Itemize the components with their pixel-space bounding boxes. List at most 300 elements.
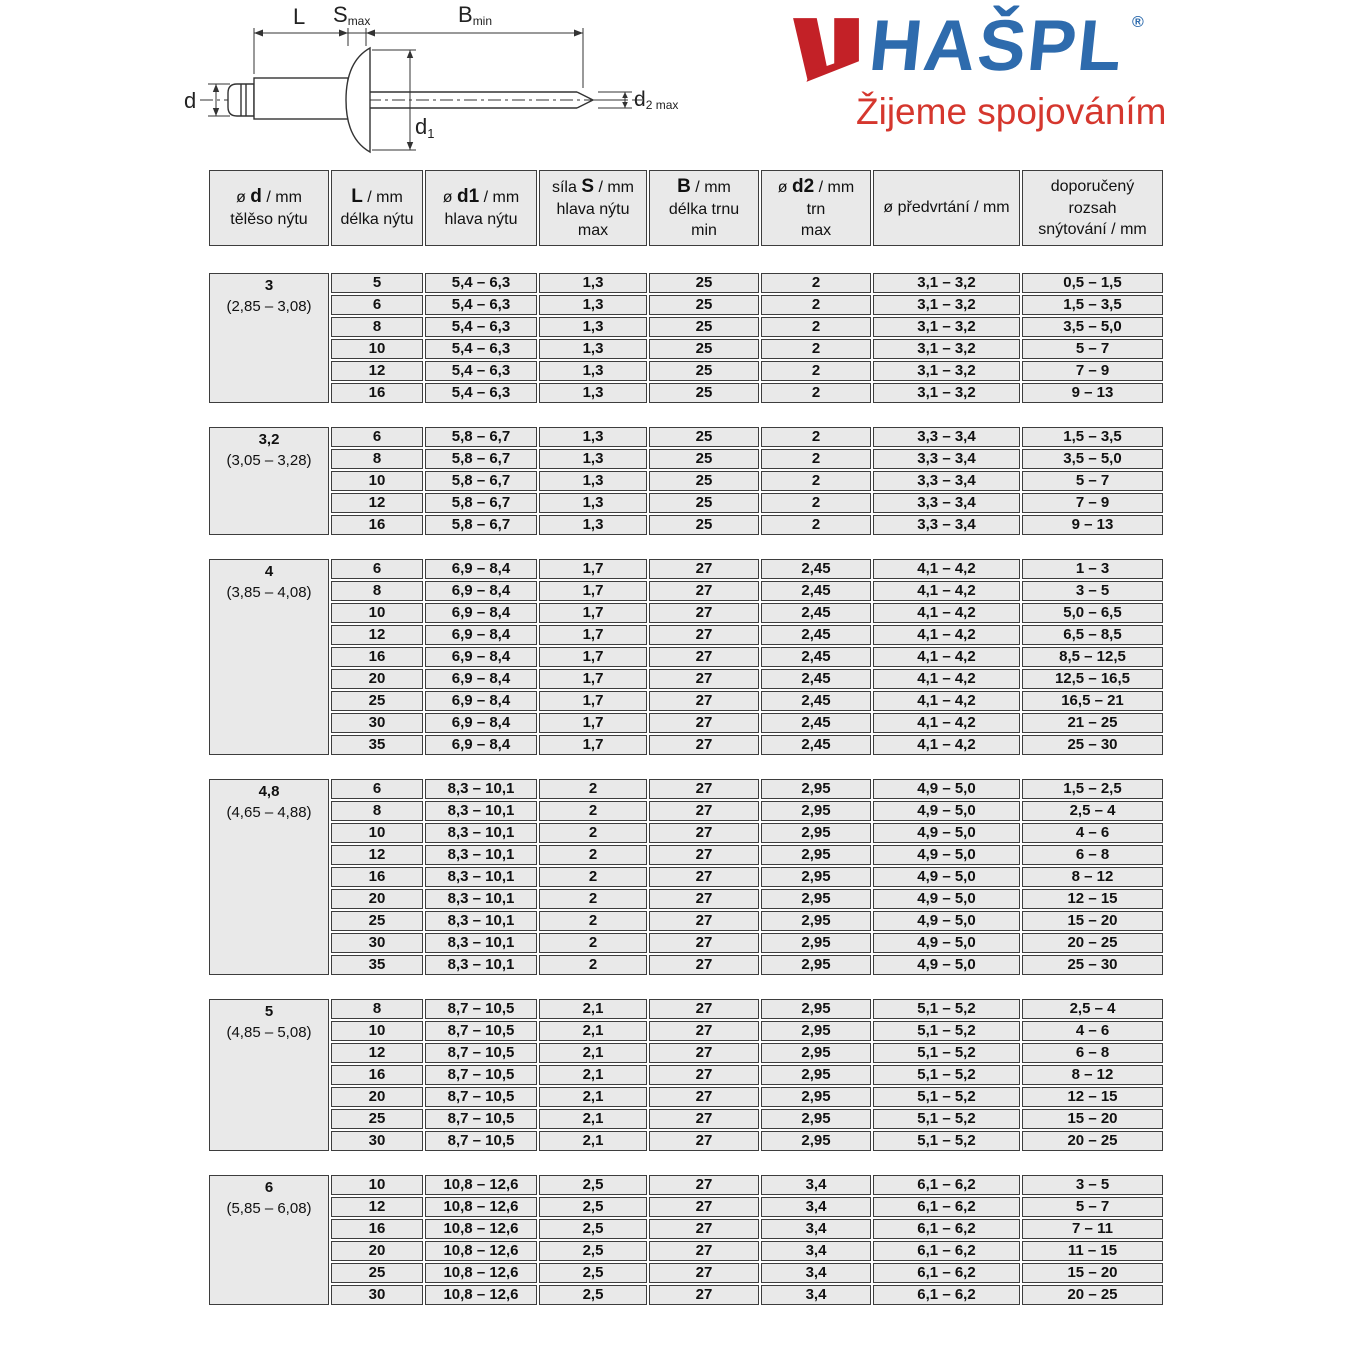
data-cell: 4,1 – 4,2 <box>873 713 1020 733</box>
table-row <box>209 889 1163 909</box>
data-cell: 4,1 – 4,2 <box>873 647 1020 667</box>
rivet-diameter-range: (4,65 – 4,88) <box>226 804 312 821</box>
size-section-4-8 <box>207 777 1165 977</box>
data-cell: 30 <box>331 933 423 953</box>
data-cell: 10,8 – 12,6 <box>425 1241 537 1261</box>
haspl-u-mark-icon <box>790 18 862 84</box>
table-row <box>209 493 1163 513</box>
data-cell: 6,1 – 6,2 <box>873 1197 1020 1217</box>
rivet-diameter-cell <box>209 999 329 1151</box>
data-cell: 12 <box>331 1197 423 1217</box>
data-cell: 3,3 – 3,4 <box>873 471 1020 491</box>
table-row <box>209 713 1163 733</box>
table-row <box>209 955 1163 975</box>
data-cell: 10 <box>331 471 423 491</box>
table-row <box>209 691 1163 711</box>
column-header-1: ø d / mm tělěso nýtu <box>209 170 329 246</box>
data-cell: 27 <box>649 1219 759 1239</box>
data-cell: 2 <box>761 361 871 381</box>
data-cell: 2 <box>761 493 871 513</box>
data-cell: 2,45 <box>761 603 871 623</box>
data-cell: 2,45 <box>761 691 871 711</box>
column-header-2: L / mm délka nýtu <box>331 170 423 246</box>
data-cell: 5 – 7 <box>1022 339 1163 359</box>
data-cell: 1,7 <box>539 625 647 645</box>
data-cell: 1,3 <box>539 317 647 337</box>
data-cell: 3,4 <box>761 1241 871 1261</box>
data-cell: 20 <box>331 889 423 909</box>
data-cell: 25 <box>331 1263 423 1283</box>
data-cell: 27 <box>649 1175 759 1195</box>
table-row <box>209 1087 1163 1107</box>
data-cell: 4,9 – 5,0 <box>873 779 1020 799</box>
data-cell: 8 <box>331 449 423 469</box>
data-cell: 2,1 <box>539 1043 647 1063</box>
data-cell: 2,95 <box>761 1109 871 1129</box>
dim-label-B-min: Bmin <box>458 2 493 28</box>
data-cell: 25 – 30 <box>1022 955 1163 975</box>
data-cell: 20 <box>331 669 423 689</box>
data-cell: 3,5 – 5,0 <box>1022 449 1163 469</box>
size-section-3-2 <box>207 425 1165 537</box>
data-cell: 8 <box>331 999 423 1019</box>
data-cell: 10,8 – 12,6 <box>425 1197 537 1217</box>
data-cell: 2 <box>539 823 647 843</box>
data-cell: 5,4 – 6,3 <box>425 383 537 403</box>
data-cell: 6 – 8 <box>1022 845 1163 865</box>
table-row <box>209 361 1163 381</box>
data-cell: 1,5 – 3,5 <box>1022 427 1163 447</box>
table-row <box>209 1021 1163 1041</box>
data-cell: 16 <box>331 383 423 403</box>
data-cell: 5,1 – 5,2 <box>873 1109 1020 1129</box>
data-cell: 1,3 <box>539 449 647 469</box>
data-cell: 2,95 <box>761 823 871 843</box>
data-cell: 6,1 – 6,2 <box>873 1219 1020 1239</box>
data-cell: 2 <box>539 955 647 975</box>
data-cell: 3,3 – 3,4 <box>873 515 1020 535</box>
data-cell: 25 <box>649 383 759 403</box>
data-cell: 35 <box>331 735 423 755</box>
data-cell: 2 <box>761 515 871 535</box>
table-row <box>209 1197 1163 1217</box>
data-cell: 6,9 – 8,4 <box>425 581 537 601</box>
rivet-diameter-range: (2,85 – 3,08) <box>226 298 312 315</box>
data-cell: 27 <box>649 823 759 843</box>
rivet-diameter-cell <box>209 427 329 535</box>
data-cell: 11 – 15 <box>1022 1241 1163 1261</box>
data-cell: 20 – 25 <box>1022 933 1163 953</box>
data-cell: 2 <box>761 449 871 469</box>
data-cell: 2 <box>761 383 871 403</box>
table-row <box>209 1175 1163 1195</box>
data-cell: 6 <box>331 559 423 579</box>
data-cell: 5,1 – 5,2 <box>873 1043 1020 1063</box>
data-cell: 35 <box>331 955 423 975</box>
data-cell: 3,4 <box>761 1219 871 1239</box>
data-cell: 4,1 – 4,2 <box>873 669 1020 689</box>
data-cell: 2 <box>761 339 871 359</box>
table-row <box>209 823 1163 843</box>
data-cell: 20 – 25 <box>1022 1285 1163 1305</box>
data-cell: 3,4 <box>761 1285 871 1305</box>
table-row <box>209 1131 1163 1151</box>
data-cell: 12 <box>331 493 423 513</box>
data-cell: 16 <box>331 647 423 667</box>
data-cell: 9 – 13 <box>1022 515 1163 535</box>
data-cell: 7 – 11 <box>1022 1219 1163 1239</box>
data-cell: 2,5 <box>539 1197 647 1217</box>
data-cell: 2,1 <box>539 1065 647 1085</box>
data-cell: 2,95 <box>761 1087 871 1107</box>
data-cell: 8,3 – 10,1 <box>425 823 537 843</box>
data-cell: 2,45 <box>761 669 871 689</box>
data-cell: 4,9 – 5,0 <box>873 911 1020 931</box>
rivet-diameter-value: 3 <box>264 277 274 294</box>
data-cell: 8 <box>331 581 423 601</box>
table-row <box>209 559 1163 579</box>
data-cell: 6,9 – 8,4 <box>425 691 537 711</box>
data-cell: 27 <box>649 1263 759 1283</box>
data-cell: 2 <box>761 471 871 491</box>
data-cell: 8,7 – 10,5 <box>425 1131 537 1151</box>
data-cell: 8,3 – 10,1 <box>425 911 537 931</box>
data-cell: 4,9 – 5,0 <box>873 889 1020 909</box>
data-cell: 1,3 <box>539 339 647 359</box>
data-cell: 5,8 – 6,7 <box>425 493 537 513</box>
data-cell: 6,1 – 6,2 <box>873 1175 1020 1195</box>
data-cell: 2,45 <box>761 559 871 579</box>
data-cell: 1,7 <box>539 691 647 711</box>
data-cell: 2,5 <box>539 1241 647 1261</box>
data-cell: 2 <box>539 801 647 821</box>
table-row <box>209 273 1163 293</box>
data-cell: 1,7 <box>539 669 647 689</box>
table-row <box>209 779 1163 799</box>
data-cell: 0,5 – 1,5 <box>1022 273 1163 293</box>
data-cell: 6 – 8 <box>1022 1043 1163 1063</box>
table-header <box>207 168 1165 248</box>
data-cell: 3,1 – 3,2 <box>873 295 1020 315</box>
rivet-diameter-range: (3,05 – 3,28) <box>226 452 312 469</box>
data-cell: 8,3 – 10,1 <box>425 801 537 821</box>
data-cell: 3,3 – 3,4 <box>873 449 1020 469</box>
data-cell: 8,3 – 10,1 <box>425 933 537 953</box>
table-row <box>209 581 1163 601</box>
table-row <box>209 867 1163 887</box>
data-cell: 2,45 <box>761 713 871 733</box>
data-cell: 2,95 <box>761 801 871 821</box>
data-cell: 6,9 – 8,4 <box>425 647 537 667</box>
data-cell: 8,7 – 10,5 <box>425 1109 537 1129</box>
brand-tagline: Žijeme spojováním <box>856 91 1167 132</box>
column-header-4: síla S / mm hlava nýtu max <box>539 170 647 246</box>
data-cell: 6 <box>331 427 423 447</box>
data-cell: 3,4 <box>761 1197 871 1217</box>
data-cell: 4 – 6 <box>1022 1021 1163 1041</box>
data-cell: 2,5 <box>539 1175 647 1195</box>
data-cell: 2,45 <box>761 647 871 667</box>
rivet-diameter-range: (5,85 – 6,08) <box>226 1200 312 1217</box>
data-cell: 4,1 – 4,2 <box>873 691 1020 711</box>
data-cell: 12 <box>331 845 423 865</box>
data-cell: 2,95 <box>761 779 871 799</box>
rivet-diameter-value: 5 <box>264 1003 274 1020</box>
data-cell: 2,45 <box>761 735 871 755</box>
data-cell: 5,1 – 5,2 <box>873 1065 1020 1085</box>
data-cell: 27 <box>649 625 759 645</box>
data-cell: 4,1 – 4,2 <box>873 559 1020 579</box>
data-cell: 1,5 – 2,5 <box>1022 779 1163 799</box>
data-cell: 10 <box>331 339 423 359</box>
data-cell: 10,8 – 12,6 <box>425 1175 537 1195</box>
data-cell: 25 <box>649 317 759 337</box>
table-row <box>209 933 1163 953</box>
data-cell: 10 <box>331 823 423 843</box>
dim-label-d: d <box>184 88 197 113</box>
data-cell: 27 <box>649 1021 759 1041</box>
data-cell: 27 <box>649 691 759 711</box>
dim-label-d2-max: d2 max <box>634 88 679 112</box>
data-cell: 10,8 – 12,6 <box>425 1285 537 1305</box>
data-cell: 25 <box>649 515 759 535</box>
data-cell: 6,5 – 8,5 <box>1022 625 1163 645</box>
data-cell: 2,95 <box>761 867 871 887</box>
data-cell: 27 <box>649 955 759 975</box>
size-section-5 <box>207 997 1165 1153</box>
data-cell: 2,1 <box>539 1131 647 1151</box>
data-cell: 5,8 – 6,7 <box>425 515 537 535</box>
data-cell: 2,1 <box>539 1087 647 1107</box>
data-cell: 6,1 – 6,2 <box>873 1285 1020 1305</box>
data-cell: 8,7 – 10,5 <box>425 1043 537 1063</box>
data-cell: 8,3 – 10,1 <box>425 779 537 799</box>
data-cell: 8 – 12 <box>1022 867 1163 887</box>
data-cell: 6,9 – 8,4 <box>425 735 537 755</box>
data-cell: 3 – 5 <box>1022 1175 1163 1195</box>
data-cell: 20 <box>331 1241 423 1261</box>
data-cell: 4,9 – 5,0 <box>873 955 1020 975</box>
table-row <box>209 735 1163 755</box>
column-header-5: B / mm délka trnu min <box>649 170 759 246</box>
data-cell: 27 <box>649 1109 759 1129</box>
data-cell: 10 <box>331 1175 423 1195</box>
data-cell: 25 <box>649 295 759 315</box>
rivet-diameter-cell <box>209 273 329 403</box>
brand-name: HAŠPL <box>865 6 1129 86</box>
data-cell: 7 – 9 <box>1022 361 1163 381</box>
data-cell: 6,1 – 6,2 <box>873 1263 1020 1283</box>
rivet-diameter-value: 4,8 <box>258 783 280 800</box>
data-cell: 2,1 <box>539 999 647 1019</box>
data-cell: 6 <box>331 295 423 315</box>
table-row <box>209 1219 1163 1239</box>
data-cell: 12,5 – 16,5 <box>1022 669 1163 689</box>
data-cell: 1,3 <box>539 295 647 315</box>
dim-label-d1: d1 <box>415 114 435 141</box>
table-row <box>209 449 1163 469</box>
data-cell: 4,9 – 5,0 <box>873 933 1020 953</box>
column-header-7: ø předvrtání / mm <box>873 170 1020 246</box>
data-cell: 8,7 – 10,5 <box>425 1021 537 1041</box>
size-section-6 <box>207 1173 1165 1307</box>
header-row <box>209 170 1163 246</box>
data-cell: 5,4 – 6,3 <box>425 273 537 293</box>
data-cell: 25 <box>649 273 759 293</box>
rivet-diameter-value: 3,2 <box>258 431 280 448</box>
data-cell: 7 – 9 <box>1022 493 1163 513</box>
table-row <box>209 647 1163 667</box>
data-cell: 4,1 – 4,2 <box>873 625 1020 645</box>
data-cell: 2,5 <box>539 1285 647 1305</box>
registered-mark: ® <box>1132 14 1144 31</box>
table-row <box>209 1263 1163 1283</box>
data-cell: 27 <box>649 1087 759 1107</box>
data-cell: 3,3 – 3,4 <box>873 427 1020 447</box>
data-cell: 8,3 – 10,1 <box>425 889 537 909</box>
table-row <box>209 471 1163 491</box>
data-cell: 2 <box>539 867 647 887</box>
data-cell: 8,7 – 10,5 <box>425 1087 537 1107</box>
data-cell: 4,9 – 5,0 <box>873 823 1020 843</box>
data-cell: 16 <box>331 1219 423 1239</box>
data-cell: 5 – 7 <box>1022 471 1163 491</box>
data-cell: 27 <box>649 713 759 733</box>
data-cell: 12 <box>331 361 423 381</box>
data-cell: 1,3 <box>539 427 647 447</box>
data-cell: 25 <box>649 471 759 491</box>
table-row <box>209 603 1163 623</box>
data-cell: 25 <box>331 1109 423 1129</box>
data-cell: 27 <box>649 889 759 909</box>
data-cell: 2,45 <box>761 581 871 601</box>
data-cell: 3,5 – 5,0 <box>1022 317 1163 337</box>
data-cell: 25 <box>649 449 759 469</box>
table-row <box>209 1065 1163 1085</box>
data-cell: 1,3 <box>539 493 647 513</box>
data-cell: 27 <box>649 867 759 887</box>
data-cell: 2,5 – 4 <box>1022 801 1163 821</box>
rivet-diameter-value: 4 <box>264 563 274 580</box>
column-header-8: doporučený rozsah snýtování / mm <box>1022 170 1163 246</box>
data-cell: 3,1 – 3,2 <box>873 339 1020 359</box>
data-cell: 2 <box>761 427 871 447</box>
data-cell: 2,95 <box>761 1065 871 1085</box>
data-cell: 2 <box>761 317 871 337</box>
data-cell: 27 <box>649 845 759 865</box>
data-cell: 27 <box>649 1197 759 1217</box>
data-cell: 6,9 – 8,4 <box>425 559 537 579</box>
data-cell: 2,95 <box>761 911 871 931</box>
data-cell: 5,1 – 5,2 <box>873 999 1020 1019</box>
rivet-diameter-cell <box>209 559 329 755</box>
data-cell: 25 <box>649 493 759 513</box>
data-cell: 8,7 – 10,5 <box>425 1065 537 1085</box>
dim-label-S-max: Smax <box>333 2 371 28</box>
rivet-diameter-range: (4,85 – 5,08) <box>226 1024 312 1041</box>
data-cell: 2,95 <box>761 1021 871 1041</box>
data-cell: 3,3 – 3,4 <box>873 493 1020 513</box>
data-cell: 5,4 – 6,3 <box>425 317 537 337</box>
table-row <box>209 845 1163 865</box>
data-cell: 30 <box>331 713 423 733</box>
table-row <box>209 383 1163 403</box>
data-cell: 5,1 – 5,2 <box>873 1021 1020 1041</box>
data-cell: 5,8 – 6,7 <box>425 427 537 447</box>
data-cell: 4 – 6 <box>1022 823 1163 843</box>
data-cell: 4,1 – 4,2 <box>873 603 1020 623</box>
data-cell: 5,0 – 6,5 <box>1022 603 1163 623</box>
data-cell: 25 <box>649 361 759 381</box>
data-cell: 3,4 <box>761 1175 871 1195</box>
data-cell: 2,95 <box>761 845 871 865</box>
data-cell: 10,8 – 12,6 <box>425 1219 537 1239</box>
data-cell: 16 <box>331 1065 423 1085</box>
data-cell: 27 <box>649 647 759 667</box>
data-cell: 2,5 – 4 <box>1022 999 1163 1019</box>
data-cell: 2 <box>539 933 647 953</box>
table-row <box>209 1285 1163 1305</box>
data-cell: 27 <box>649 669 759 689</box>
data-cell: 2,5 <box>539 1263 647 1283</box>
data-cell: 5,4 – 6,3 <box>425 361 537 381</box>
data-cell: 2,95 <box>761 999 871 1019</box>
data-cell: 10 <box>331 603 423 623</box>
data-cell: 4,9 – 5,0 <box>873 845 1020 865</box>
data-cell: 8,3 – 10,1 <box>425 867 537 887</box>
data-cell: 4,9 – 5,0 <box>873 867 1020 887</box>
data-cell: 3,1 – 3,2 <box>873 383 1020 403</box>
data-cell: 27 <box>649 999 759 1019</box>
data-cell: 2,1 <box>539 1021 647 1041</box>
data-cell: 8 <box>331 317 423 337</box>
data-cell: 2,95 <box>761 889 871 909</box>
data-cell: 6,9 – 8,4 <box>425 603 537 623</box>
data-cell: 25 <box>649 339 759 359</box>
data-cell: 8 <box>331 801 423 821</box>
rivet-technical-drawing <box>178 0 703 170</box>
table-sections <box>207 271 1165 1307</box>
data-cell: 2,45 <box>761 625 871 645</box>
data-cell: 6,9 – 8,4 <box>425 625 537 645</box>
data-cell: 16 <box>331 867 423 887</box>
table-row <box>209 911 1163 931</box>
data-cell: 8,7 – 10,5 <box>425 999 537 1019</box>
data-cell: 27 <box>649 581 759 601</box>
table-row <box>209 1043 1163 1063</box>
data-cell: 2,1 <box>539 1109 647 1129</box>
data-cell: 2 <box>539 911 647 931</box>
data-cell: 4,1 – 4,2 <box>873 735 1020 755</box>
data-cell: 2,95 <box>761 955 871 975</box>
table-row <box>209 339 1163 359</box>
table-row <box>209 317 1163 337</box>
column-header-3: ø d1 / mm hlava nýtu <box>425 170 537 246</box>
data-cell: 16,5 – 21 <box>1022 691 1163 711</box>
rivet-diameter-cell <box>209 779 329 975</box>
data-cell: 25 <box>331 691 423 711</box>
table-row <box>209 515 1163 535</box>
data-cell: 2 <box>539 779 647 799</box>
data-cell: 5,1 – 5,2 <box>873 1087 1020 1107</box>
data-cell: 10,8 – 12,6 <box>425 1263 537 1283</box>
data-cell: 1,3 <box>539 361 647 381</box>
data-cell: 5 – 7 <box>1022 1197 1163 1217</box>
data-cell: 1,7 <box>539 647 647 667</box>
data-cell: 5,4 – 6,3 <box>425 295 537 315</box>
data-cell: 27 <box>649 1131 759 1151</box>
data-cell: 2 <box>539 889 647 909</box>
